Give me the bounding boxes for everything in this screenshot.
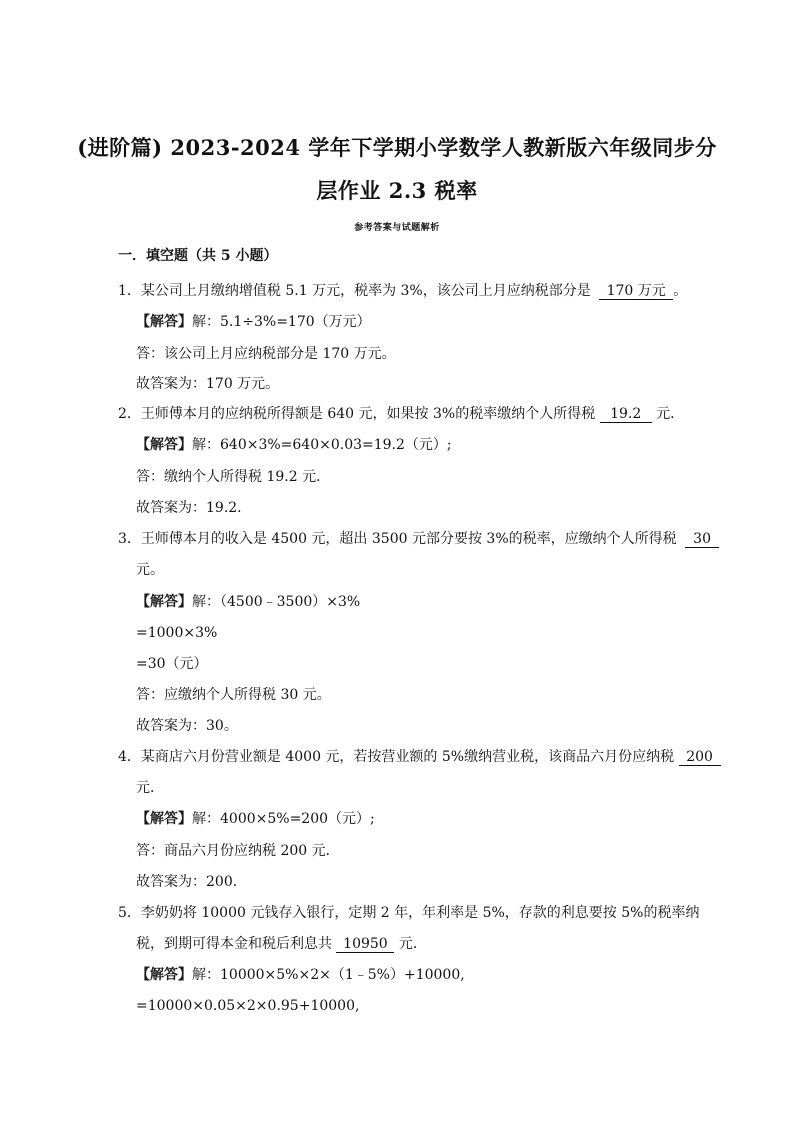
question-2-answer-blank: 19.2 (600, 406, 652, 423)
question-4-solution (136, 810, 375, 828)
solution-text: 解：4000×5%=200（元）; (192, 811, 375, 827)
question-1-end: 。 (673, 283, 688, 299)
question-4-answer-blank: 200 (679, 749, 721, 766)
question-3-step-2: =30（元） (136, 656, 208, 672)
question-5-solution (136, 966, 465, 984)
question-1-solution (136, 313, 371, 331)
page-title-line2: 层作业 2.3 税率 (316, 178, 478, 203)
page-title-line1: (进阶篇) 2023-2024 学年下学期小学数学人教新版六年级同步分 (77, 135, 717, 160)
question-3-final-answer: 故答案为：30。 (136, 718, 238, 734)
solution-tag: 【解答】 (136, 314, 192, 330)
question-5-step-1: =10000×0.05×2×0.95+10000, (136, 998, 360, 1014)
question-4-continuation: 元． (136, 780, 164, 796)
question-4-final-answer: 故答案为：200． (136, 874, 247, 890)
solution-tag: 【解答】 (136, 967, 192, 983)
question-4 (118, 748, 721, 766)
question-3-reply: 答：应缴纳个人所得税 30 元。 (136, 687, 331, 703)
solution-text: 解：640×3%=640×0.03=19.2（元）; (192, 437, 452, 453)
question-5-cont-text: 税，到期可得本金和税后利息共 (136, 936, 332, 952)
answer-key-subtitle: 参考答案与试题解析 (354, 223, 440, 233)
solution-text: 解：（4500﹣3500）×3% (192, 594, 361, 610)
question-4-text: 4．某商店六月份营业额是 4000 元，若按营业额的 5%缴纳营业税，该商品六月份应纳税 (118, 749, 675, 765)
solution-tag: 【解答】 (136, 811, 192, 827)
solution-text: 解：5.1÷3%=170（万元） (192, 314, 371, 330)
question-4-reply: 答：商品六月份应纳税 200 元． (136, 843, 340, 859)
section-heading: 一．填空题（共 5 小题） (118, 248, 278, 264)
question-2-text: 2．王师傅本月的应纳税所得额是 640 元，如果按 3%的税率缴纳个人所得税 (118, 406, 596, 422)
question-2-end: 元． (656, 406, 685, 422)
question-5-continuation (136, 935, 427, 953)
solution-text: 解：10000×5%×2×（1﹣5%）+10000, (192, 967, 465, 983)
question-2-solution (136, 436, 452, 454)
question-5-end: 元． (398, 936, 427, 952)
question-3-step-1: =1000×3% (136, 625, 218, 641)
question-3-text: 3．王师傅本月的收入是 4500 元，超出 3500 元部分要按 3%的税率，应缴纳个人所得税 (118, 531, 677, 547)
question-3-solution (136, 593, 360, 611)
question-2-reply: 答：缴纳个人所得税 19.2 元． (136, 469, 331, 485)
question-3 (118, 530, 719, 548)
question-5-answer-blank: 10950 (336, 936, 394, 953)
question-1-text: 1．某公司上月缴纳增值税 5.1 万元，税率为 3%，该公司上月应纳税部分是 (118, 283, 591, 299)
question-2 (118, 405, 684, 423)
solution-tag: 【解答】 (136, 437, 192, 453)
question-3-answer-blank: 30 (685, 531, 719, 548)
solution-tag: 【解答】 (136, 594, 192, 610)
question-1-final-answer: 故答案为：170 万元。 (136, 376, 280, 392)
question-3-continuation: 元。 (136, 562, 164, 578)
question-1-answer-blank: 170 万元 (599, 283, 673, 300)
question-1-reply: 答：该公司上月应纳税部分是 170 万元。 (136, 346, 396, 362)
question-1 (118, 282, 687, 300)
question-5: 5．李奶奶将 10000 元钱存入银行，定期 2 年，年利率是 5%，存款的利息要按 5%的税率纳 (118, 905, 700, 921)
question-2-final-answer: 故答案为：19.2． (136, 500, 252, 516)
